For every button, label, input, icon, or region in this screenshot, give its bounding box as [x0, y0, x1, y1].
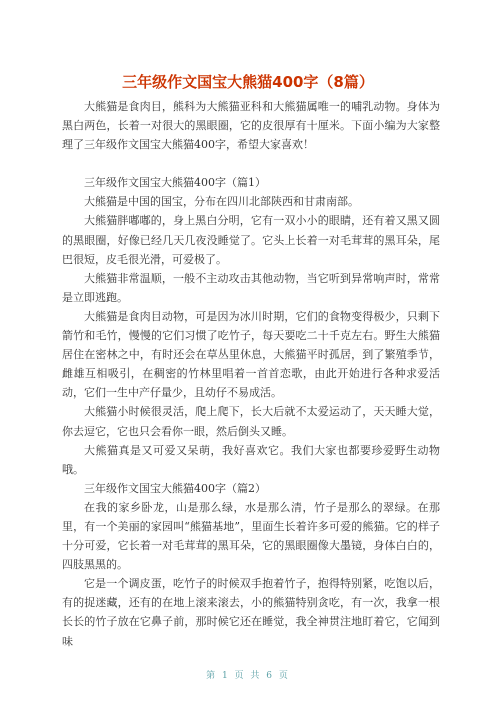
paragraph: 大熊猫是食肉目动物，可是因为冰川时期，它们的食物变得极少，只剩下箭竹和毛竹，慢慢的它们习惯了吃竹子，每天要吃二十千克左右。野生大熊猫居住在密林之中，有时还会在草丛里休息，大熊猫平时孤居，到了繁殖季节，雌雄互相吸引，在稠密的竹林里唱着一首首恋歌，由此开始进行各种求爱活动，它们一生中产仔量少，且幼仔不易成活。 — [62, 309, 440, 400]
paragraph: 大熊猫小时候很灵活，爬上爬下，长大后就不太爱运动了，天天睡大觉，你去逗它，它也只会看你一眼，然后倒头又睡。 — [62, 405, 440, 438]
paragraph: 大熊猫是中国的国宝，分布在四川北部陕西和甘肃南部。 — [84, 195, 359, 209]
paragraph: 大熊猫非常温顺，一般不主动攻击其他动物，当它听到异常响声时，常常是立即逃跑。 — [62, 271, 440, 304]
document-body — [62, 97, 440, 651]
paragraph: 大熊猫真是又可爱又呆萌，我好喜欢它。我们大家也都要珍爱野生动物哦。 — [62, 443, 440, 476]
paragraph: 大熊猫胖嘟嘟的，身上黑白分明，它有一双小小的眼睛，还有着又黑又圆的黑眼圈，好像已经几天几夜没睡觉了。它头上长着一对毛茸茸的黑耳朵，尾巴很短，皮毛很光滑，可爱极了。 — [62, 214, 440, 266]
paragraph: 它是一个调皮蛋，吃竹子的时候双手抱着竹子，抱得特别紧，吃饱以后，有的捉迷藏，还有的在地上滚来滚去，小的熊猫特别贪吃，有一次，我拿一根长长的竹子放在它鼻子前，那时候它还在睡觉，我全神贯注地盯着它，它闻到味 — [62, 577, 440, 648]
section-heading-1: 三年级作文国宝大熊猫400字（篇1） — [84, 176, 266, 190]
section-heading-2: 三年级作文国宝大熊猫400字（篇2） — [84, 481, 266, 495]
paragraph: 在我的家乡卧龙，山是那么绿，水是那么清，竹子是那么的翠绿。在那里，有一个美丽的家园叫“熊猫基地”，里面生长着许多可爱的熊猫。它的样子十分可爱，它长着一对毛茸茸的黑耳朵，它的黑眼圈像大墨镜，身体白白的，四肢黑黑的。 — [62, 500, 440, 572]
document-title: 三年级作文国宝大熊猫400字（8篇） — [122, 73, 374, 91]
intro-paragraph: 大熊猫是食肉目，熊科为大熊猫亚科和大熊猫属唯一的哺乳动物。身体为黑白两色，长着一对很大的黑眼圈，它的皮很厚有十厘米。下面小编为大家整理了三年级作文国宝大熊猫400字，希望大家喜欢！ — [62, 100, 440, 152]
page-footer: 第 1 页 共 6 页 — [206, 671, 290, 681]
blank-line — [62, 154, 440, 173]
